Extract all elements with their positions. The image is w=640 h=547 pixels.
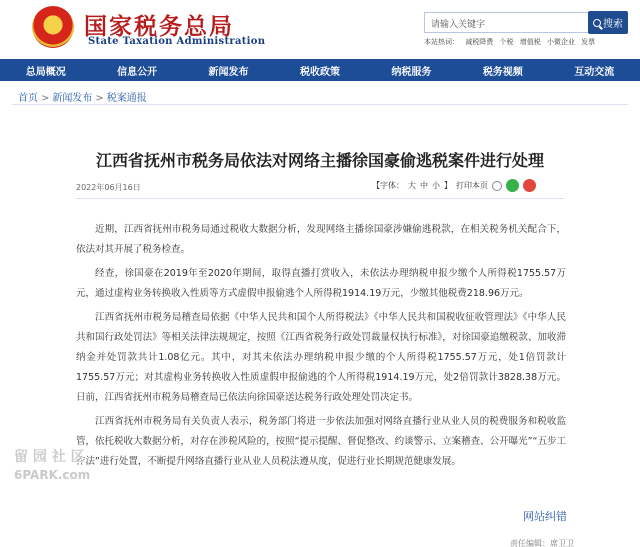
share-icon[interactable] <box>492 181 502 191</box>
site-header <box>0 0 640 58</box>
breadcrumb-tax-case[interactable]: 税案通报 <box>106 93 147 104</box>
breadcrumb-separator: > <box>95 93 104 104</box>
search-button[interactable] <box>588 11 628 34</box>
divider <box>76 198 564 199</box>
article-date: 2022年06月16日 <box>76 183 141 192</box>
nav-item-disclosure[interactable]: 信息公开 <box>117 66 158 78</box>
nav-item-policy[interactable]: 税收政策 <box>299 66 340 78</box>
nav-item-news[interactable]: 新闻发布 <box>208 66 249 78</box>
article-tools <box>372 179 536 192</box>
search-icon <box>593 19 601 27</box>
article-body <box>76 220 566 476</box>
article-paragraph: 江西省抚州市税务局有关负责人表示，税务部门将进一步依法加强对网络直播行业从业人员的税费服务和税收监管，依托税收大数据分析，对存在涉税风险的，按照“提示提醒、督促整改、约谈警示、立案稽查、公开曝光”“五步工作法”进行处置，不断提升网络直播行业从业人员税法遵从度，促进行业长期规范健康发展。 <box>76 416 566 467</box>
article-paragraph: 近期，江西省抚州市税务局通过税收大数据分析，发现网络主播徐国豪涉嫌偷逃税款，在相关税务机关配合下，依法对其开展了税务检查。 <box>76 224 566 255</box>
breadcrumb-separator: > <box>41 93 50 104</box>
breadcrumb <box>18 89 147 104</box>
search-button-label: 搜索 <box>603 19 623 30</box>
font-size-small[interactable]: 小 <box>432 181 440 190</box>
national-emblem-icon[interactable] <box>32 6 74 48</box>
nav-item-video[interactable]: 税务视频 <box>482 66 523 78</box>
site-correction-link[interactable]: 网站纠错 <box>523 510 567 523</box>
hot-word-link[interactable]: 减税降费 <box>465 38 494 46</box>
hot-word-link[interactable]: 小微企业 <box>546 38 575 46</box>
font-size-large[interactable]: 大 <box>408 181 416 190</box>
hot-words <box>424 37 599 47</box>
nav-item-overview[interactable]: 总局概况 <box>25 66 66 78</box>
site-title[interactable]: 国家税务总局 <box>84 14 234 40</box>
nav-item-interaction[interactable]: 互动交流 <box>574 66 615 78</box>
font-size-close: 】 <box>444 181 452 190</box>
breadcrumb-home[interactable]: 首页 <box>18 93 38 104</box>
article-paragraph: 江西省抚州市税务局稽查局依据《中华人民共和国个人所得税法》《中华人民共和国税收征收管理法》《中华人民共和国行政处罚法》等相关法律法规规定，按照《江西省税务行政处罚裁量权执行标准》，对徐国豪追缴税款、加收滞纳金并处罚款共计1.08亿元。其中，对其未依法办理纳税申报少缴的个人所得税1755.57万元，处1倍罚款计1755.57万元；对其虚构业务转换收入性质虚假申报偷逃的个人所得税1914.19万元，处2倍罚款计3828.38万元。日前，江西省抚州市税务局稽查局已依法向徐国豪送达税务行政处理处罚决定书。 <box>76 312 566 403</box>
watermark <box>14 448 90 484</box>
hot-word-link[interactable]: 发票 <box>581 38 596 46</box>
wechat-icon[interactable] <box>506 179 519 192</box>
font-size-label: 【字体： <box>372 181 404 190</box>
font-size-medium[interactable]: 中 <box>420 181 428 190</box>
divider <box>12 104 628 105</box>
breadcrumb-news[interactable]: 新闻发布 <box>52 93 93 104</box>
search-input[interactable]: 请输入关键字 <box>424 12 590 33</box>
hot-words-label: 本站热词： <box>424 38 459 46</box>
hot-word-link[interactable]: 个税 <box>499 38 514 46</box>
article-title: 江西省抚州市税务局依法对网络主播徐国豪偷逃税案件进行处理 <box>95 151 544 170</box>
weibo-icon[interactable] <box>523 179 536 192</box>
article-paragraph: 经查，徐国豪在2019年至2020年期间，取得直播打赏收入，未依法办理纳税申报少缴个人所得税1755.57万元，通过虚构业务转换收入性质等方式虚假申报偷逃个人所得税1914.19万元，少缴其他税费218.96万元。 <box>76 268 566 299</box>
watermark-line: 6PARK.com <box>14 468 91 482</box>
print-link[interactable]: 打印本页 <box>456 181 488 190</box>
site-subtitle: State Taxation Administration <box>88 36 266 47</box>
hot-word-link[interactable]: 增值税 <box>519 38 541 46</box>
watermark-line: 留 园 社 区 <box>14 449 85 465</box>
main-nav <box>0 59 640 81</box>
responsible-editor: 责任编辑：席卫卫 <box>510 539 574 547</box>
nav-item-service[interactable]: 纳税服务 <box>391 66 432 78</box>
